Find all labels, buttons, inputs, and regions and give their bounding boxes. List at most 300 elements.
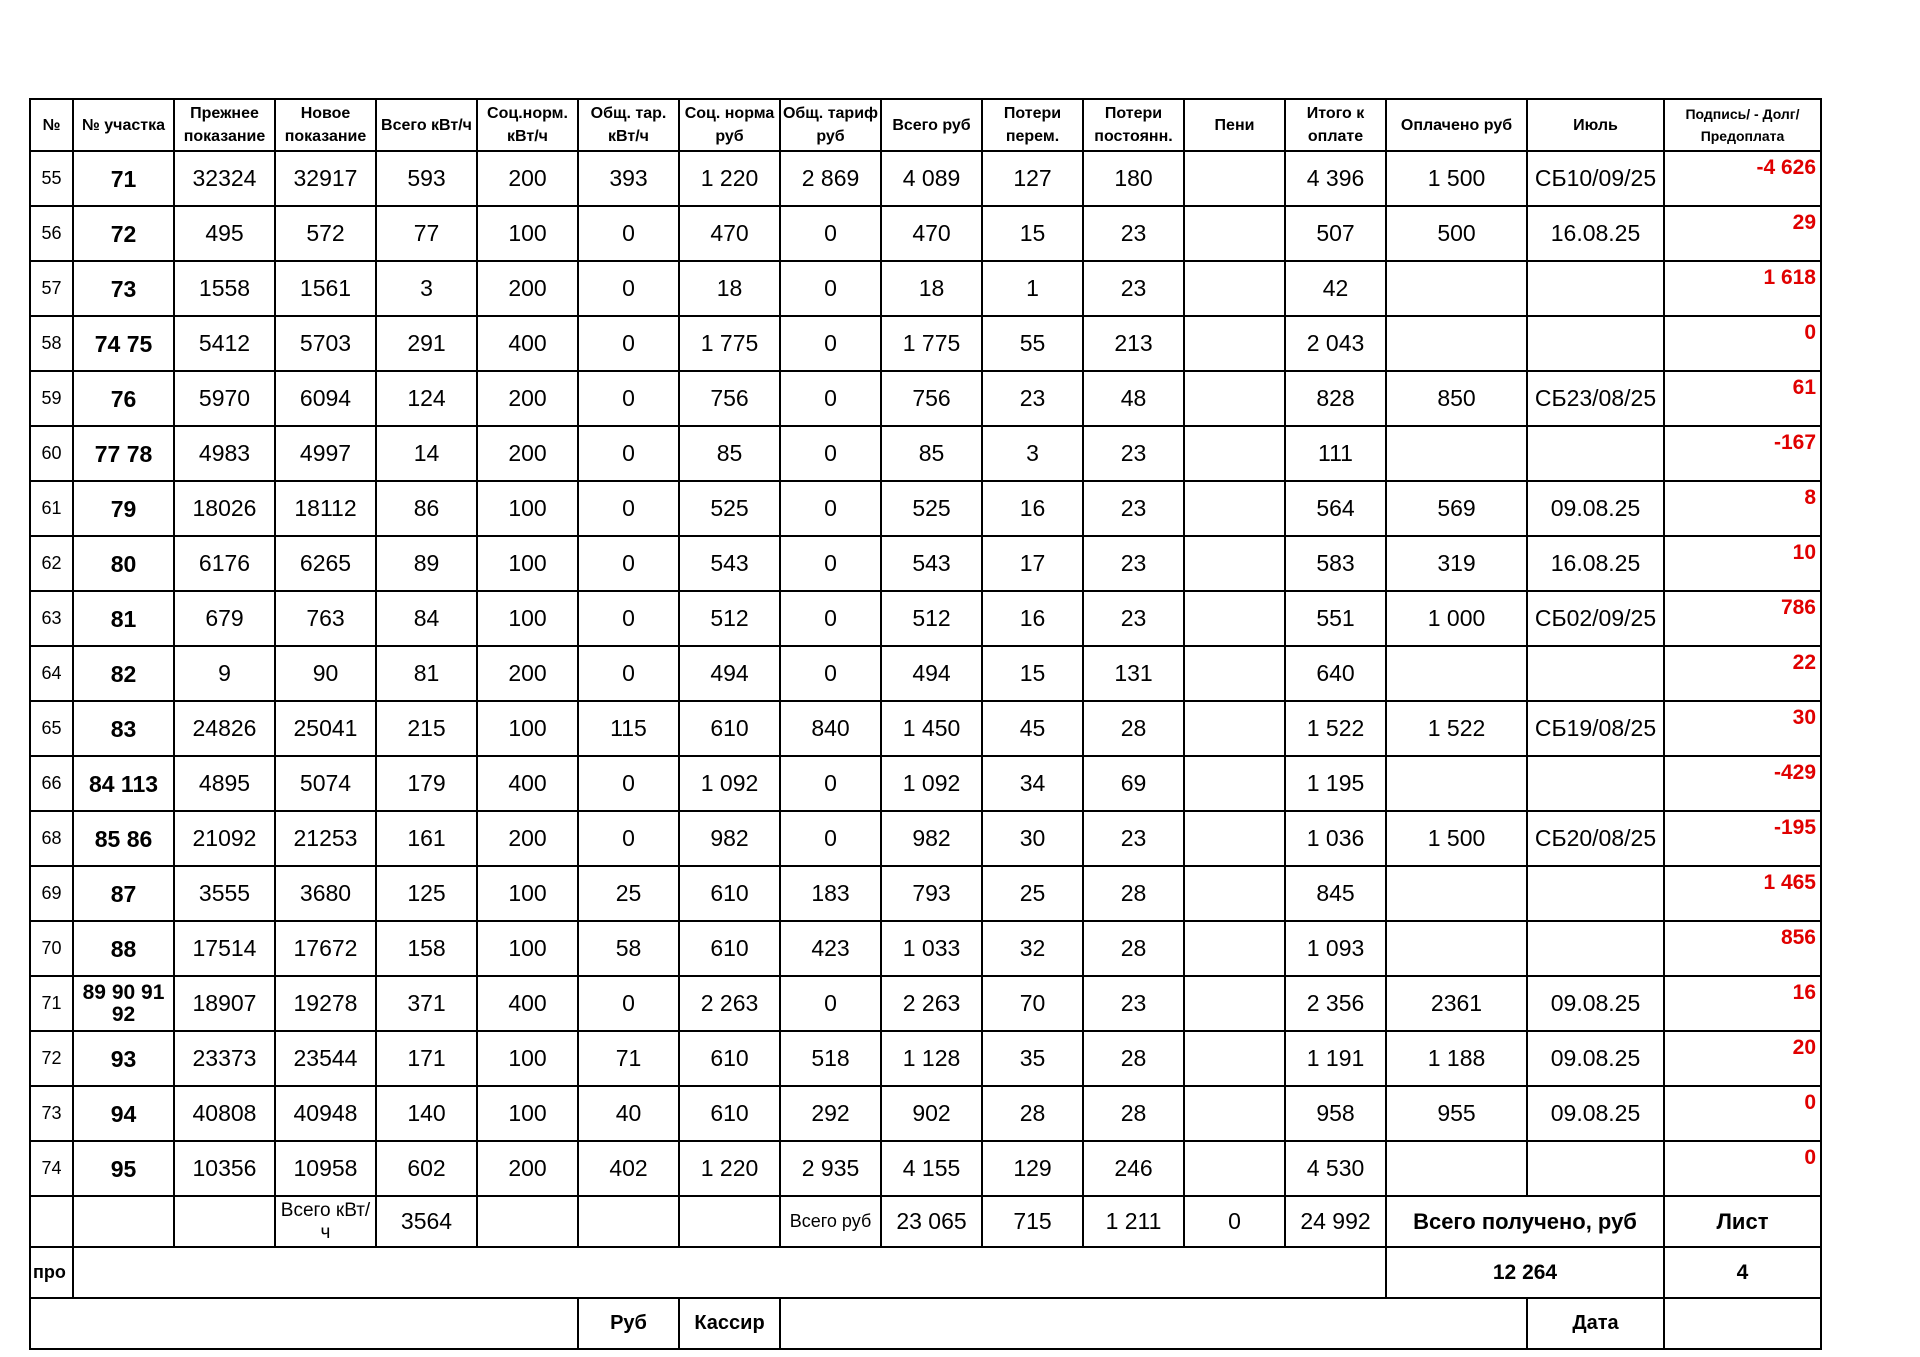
totals-empty-3 [174, 1196, 275, 1247]
cell-payment-date [1527, 261, 1664, 316]
cell-row-number: 63 [30, 591, 73, 646]
cell-penalty [1184, 536, 1285, 591]
cell-new-reading: 572 [275, 206, 376, 261]
cell-prev-reading: 1558 [174, 261, 275, 316]
cell-common-tariff-rub: 0 [780, 536, 881, 591]
table-row [30, 756, 1821, 811]
cell-common-tariff-kwh: 71 [578, 1031, 679, 1086]
cell-total-rub: 1 033 [881, 921, 982, 976]
cell-to-pay: 828 [1285, 371, 1386, 426]
cell-plot-number: 73 [73, 261, 174, 316]
cell-balance: -195 [1664, 811, 1821, 866]
cell-soc-norm-rub: 1 775 [679, 316, 780, 371]
table-row [30, 1031, 1821, 1086]
cell-to-pay: 4 396 [1285, 151, 1386, 206]
cell-total-rub: 1 450 [881, 701, 982, 756]
cell-to-pay: 4 530 [1285, 1141, 1386, 1196]
cell-soc-norm-kwh: 100 [477, 921, 578, 976]
cell-penalty [1184, 1031, 1285, 1086]
cell-plot-number: 87 [73, 866, 174, 921]
cell-prev-reading: 5412 [174, 316, 275, 371]
cell-balance: 61 [1664, 371, 1821, 426]
totals-empty-6 [679, 1196, 780, 1247]
header-plot: № участка [73, 99, 174, 151]
cell-payment-date: СБ23/08/25 [1527, 371, 1664, 426]
cell-to-pay: 1 195 [1285, 756, 1386, 811]
cell-loss-const: 23 [1083, 426, 1184, 481]
cell-payment-date [1527, 1141, 1664, 1196]
cell-soc-norm-kwh: 100 [477, 701, 578, 756]
cell-loss-var: 34 [982, 756, 1083, 811]
cell-total-rub: 756 [881, 371, 982, 426]
table-row [30, 261, 1821, 316]
cell-soc-norm-rub: 610 [679, 1086, 780, 1141]
cell-soc-norm-kwh: 200 [477, 811, 578, 866]
cell-loss-const: 131 [1083, 646, 1184, 701]
cell-penalty [1184, 921, 1285, 976]
cell-loss-var: 16 [982, 481, 1083, 536]
footer-row [30, 1298, 1821, 1349]
totals-loss-var: 715 [982, 1196, 1083, 1247]
cell-prev-reading: 32324 [174, 151, 275, 206]
totals-loss-const: 1 211 [1083, 1196, 1184, 1247]
totals-empty-1 [30, 1196, 73, 1247]
cell-balance: 0 [1664, 316, 1821, 371]
cell-new-reading: 763 [275, 591, 376, 646]
table-body [30, 151, 1821, 1196]
footer-empty-left [30, 1298, 578, 1349]
cell-prev-reading: 4983 [174, 426, 275, 481]
cell-row-number: 70 [30, 921, 73, 976]
cell-new-reading: 23544 [275, 1031, 376, 1086]
cell-paid-rub: 1 000 [1386, 591, 1527, 646]
cell-loss-var: 15 [982, 206, 1083, 261]
cell-plot-number: 80 [73, 536, 174, 591]
cell-paid-rub [1386, 316, 1527, 371]
cell-to-pay: 583 [1285, 536, 1386, 591]
cell-total-kwh: 161 [376, 811, 477, 866]
cell-total-kwh: 179 [376, 756, 477, 811]
cell-prev-reading: 3555 [174, 866, 275, 921]
cell-common-tariff-kwh: 0 [578, 536, 679, 591]
cell-common-tariff-rub: 0 [780, 811, 881, 866]
cell-penalty [1184, 976, 1285, 1031]
cell-to-pay: 2 043 [1285, 316, 1386, 371]
cell-plot-number: 79 [73, 481, 174, 536]
footer-date-label: Дата [1527, 1298, 1664, 1349]
cell-plot-number: 74 75 [73, 316, 174, 371]
cell-row-number: 74 [30, 1141, 73, 1196]
cell-row-number: 72 [30, 1031, 73, 1086]
table-row [30, 811, 1821, 866]
cell-to-pay: 551 [1285, 591, 1386, 646]
table-row [30, 481, 1821, 536]
cell-new-reading: 5703 [275, 316, 376, 371]
cell-payment-date: 09.08.25 [1527, 1031, 1664, 1086]
cell-plot-number: 76 [73, 371, 174, 426]
cell-penalty [1184, 371, 1285, 426]
cell-loss-const: 23 [1083, 976, 1184, 1031]
cell-soc-norm-rub: 525 [679, 481, 780, 536]
cell-common-tariff-kwh: 0 [578, 316, 679, 371]
cell-soc-norm-rub: 85 [679, 426, 780, 481]
cell-paid-rub: 1 522 [1386, 701, 1527, 756]
cell-common-tariff-kwh: 0 [578, 591, 679, 646]
cell-penalty [1184, 701, 1285, 756]
cell-loss-var: 23 [982, 371, 1083, 426]
cell-common-tariff-rub: 0 [780, 646, 881, 701]
cell-to-pay: 1 191 [1285, 1031, 1386, 1086]
cell-soc-norm-rub: 2 263 [679, 976, 780, 1031]
cell-to-pay: 1 036 [1285, 811, 1386, 866]
cell-loss-var: 35 [982, 1031, 1083, 1086]
cell-prev-reading: 9 [174, 646, 275, 701]
header-penalty: Пени [1184, 99, 1285, 151]
table-row [30, 151, 1821, 206]
cell-common-tariff-rub: 0 [780, 976, 881, 1031]
cell-loss-var: 17 [982, 536, 1083, 591]
cell-common-tariff-rub: 0 [780, 591, 881, 646]
cell-total-rub: 902 [881, 1086, 982, 1141]
cell-plot-number: 72 [73, 206, 174, 261]
cell-payment-date: 09.08.25 [1527, 1086, 1664, 1141]
cell-loss-const: 28 [1083, 1086, 1184, 1141]
cell-loss-const: 69 [1083, 756, 1184, 811]
cell-prev-reading: 6176 [174, 536, 275, 591]
cell-plot-number: 81 [73, 591, 174, 646]
header-loss-const: Потери постоянн. [1083, 99, 1184, 151]
cell-payment-date [1527, 426, 1664, 481]
cell-total-rub: 4 089 [881, 151, 982, 206]
cell-soc-norm-rub: 1 092 [679, 756, 780, 811]
header-common-tariff-kwh: Общ. тар. кВт/ч [578, 99, 679, 151]
cell-common-tariff-rub: 0 [780, 756, 881, 811]
cell-loss-const: 28 [1083, 921, 1184, 976]
footer-cashier-field [780, 1298, 1527, 1349]
cell-common-tariff-kwh: 0 [578, 261, 679, 316]
cell-balance: 0 [1664, 1086, 1821, 1141]
cell-common-tariff-kwh: 0 [578, 756, 679, 811]
cell-total-kwh: 593 [376, 151, 477, 206]
cell-prev-reading: 18026 [174, 481, 275, 536]
cell-total-kwh: 3 [376, 261, 477, 316]
cell-prev-reading: 21092 [174, 811, 275, 866]
cell-balance: 22 [1664, 646, 1821, 701]
cell-new-reading: 5074 [275, 756, 376, 811]
cell-paid-rub [1386, 261, 1527, 316]
footer-cashier-label: Кассир [679, 1298, 780, 1349]
cell-paid-rub: 500 [1386, 206, 1527, 261]
cell-prev-reading: 17514 [174, 921, 275, 976]
cell-new-reading: 19278 [275, 976, 376, 1031]
cell-paid-rub [1386, 426, 1527, 481]
cell-total-kwh: 81 [376, 646, 477, 701]
cell-plot-number: 83 [73, 701, 174, 756]
cell-penalty [1184, 756, 1285, 811]
cell-soc-norm-rub: 610 [679, 701, 780, 756]
cell-payment-date [1527, 646, 1664, 701]
totals-empty-2 [73, 1196, 174, 1247]
cell-common-tariff-rub: 518 [780, 1031, 881, 1086]
cell-loss-const: 28 [1083, 1031, 1184, 1086]
cell-to-pay: 1 522 [1285, 701, 1386, 756]
header-prev-reading: Прежнее показание [174, 99, 275, 151]
cell-total-rub: 4 155 [881, 1141, 982, 1196]
cell-total-kwh: 125 [376, 866, 477, 921]
cell-soc-norm-kwh: 100 [477, 1086, 578, 1141]
cell-paid-rub: 2361 [1386, 976, 1527, 1031]
cell-common-tariff-rub: 183 [780, 866, 881, 921]
cell-common-tariff-kwh: 393 [578, 151, 679, 206]
cell-paid-rub: 955 [1386, 1086, 1527, 1141]
cell-soc-norm-kwh: 100 [477, 1031, 578, 1086]
cell-row-number: 66 [30, 756, 73, 811]
cell-soc-norm-kwh: 200 [477, 646, 578, 701]
cell-soc-norm-kwh: 200 [477, 1141, 578, 1196]
cell-soc-norm-kwh: 100 [477, 481, 578, 536]
cell-loss-var: 3 [982, 426, 1083, 481]
totals-empty-4 [477, 1196, 578, 1247]
cell-row-number: 56 [30, 206, 73, 261]
cell-total-rub: 982 [881, 811, 982, 866]
header-soc-norm-rub: Соц. норма руб [679, 99, 780, 151]
cell-payment-date: 09.08.25 [1527, 976, 1664, 1031]
cell-total-kwh: 124 [376, 371, 477, 426]
cell-balance: -4 626 [1664, 151, 1821, 206]
cell-new-reading: 40948 [275, 1086, 376, 1141]
cell-soc-norm-rub: 1 220 [679, 1141, 780, 1196]
cell-loss-const: 48 [1083, 371, 1184, 426]
cell-balance: 16 [1664, 976, 1821, 1031]
table-row [30, 921, 1821, 976]
table-row [30, 206, 1821, 261]
cell-common-tariff-rub: 292 [780, 1086, 881, 1141]
cell-common-tariff-rub: 0 [780, 481, 881, 536]
table-row [30, 976, 1821, 1031]
cell-loss-const: 23 [1083, 261, 1184, 316]
cell-loss-const: 23 [1083, 536, 1184, 591]
cell-common-tariff-rub: 840 [780, 701, 881, 756]
header-month: Июль [1527, 99, 1664, 151]
cell-new-reading: 18112 [275, 481, 376, 536]
cell-row-number: 68 [30, 811, 73, 866]
cell-to-pay: 564 [1285, 481, 1386, 536]
cell-paid-rub: 1 500 [1386, 811, 1527, 866]
cell-loss-const: 28 [1083, 701, 1184, 756]
cell-prev-reading: 4895 [174, 756, 275, 811]
cell-balance: 1 465 [1664, 866, 1821, 921]
cell-balance: 0 [1664, 1141, 1821, 1196]
cell-soc-norm-rub: 18 [679, 261, 780, 316]
cell-total-rub: 543 [881, 536, 982, 591]
header-no: № [30, 99, 73, 151]
cell-plot-number: 93 [73, 1031, 174, 1086]
cell-paid-rub: 1 500 [1386, 151, 1527, 206]
cell-loss-const: 23 [1083, 481, 1184, 536]
cell-total-rub: 512 [881, 591, 982, 646]
cell-new-reading: 90 [275, 646, 376, 701]
cell-loss-const: 213 [1083, 316, 1184, 371]
header-soc-norm-kwh: Соц.норм. кВт/ч [477, 99, 578, 151]
table-row [30, 1086, 1821, 1141]
table-row [30, 866, 1821, 921]
cell-balance: 786 [1664, 591, 1821, 646]
cell-penalty [1184, 426, 1285, 481]
cell-paid-rub: 1 188 [1386, 1031, 1527, 1086]
cell-total-kwh: 291 [376, 316, 477, 371]
cell-row-number: 57 [30, 261, 73, 316]
cell-row-number: 69 [30, 866, 73, 921]
cell-new-reading: 32917 [275, 151, 376, 206]
cell-soc-norm-rub: 756 [679, 371, 780, 426]
footer-date-field [1664, 1298, 1821, 1349]
cell-plot-number: 84 113 [73, 756, 174, 811]
cell-common-tariff-rub: 0 [780, 261, 881, 316]
cell-loss-var: 32 [982, 921, 1083, 976]
totals-rub-label: Всего руб [780, 1196, 881, 1247]
cell-payment-date: 16.08.25 [1527, 536, 1664, 591]
cell-total-kwh: 14 [376, 426, 477, 481]
cell-balance: 8 [1664, 481, 1821, 536]
table-row [30, 701, 1821, 756]
cell-to-pay: 2 356 [1285, 976, 1386, 1031]
cell-loss-var: 127 [982, 151, 1083, 206]
cell-plot-number: 89 90 91 92 [73, 976, 174, 1031]
cell-paid-rub [1386, 756, 1527, 811]
cell-to-pay: 1 093 [1285, 921, 1386, 976]
cell-plot-number: 71 [73, 151, 174, 206]
cell-loss-var: 45 [982, 701, 1083, 756]
header-total-kwh: Всего кВт/ч [376, 99, 477, 151]
cell-soc-norm-rub: 610 [679, 1031, 780, 1086]
cell-loss-var: 15 [982, 646, 1083, 701]
cell-soc-norm-kwh: 100 [477, 866, 578, 921]
cell-total-kwh: 84 [376, 591, 477, 646]
totals-row [30, 1196, 1821, 1247]
cell-soc-norm-kwh: 200 [477, 151, 578, 206]
cell-total-rub: 470 [881, 206, 982, 261]
cell-total-rub: 1 092 [881, 756, 982, 811]
table-row [30, 426, 1821, 481]
cell-row-number: 73 [30, 1086, 73, 1141]
cell-new-reading: 17672 [275, 921, 376, 976]
cell-balance: -167 [1664, 426, 1821, 481]
cell-common-tariff-kwh: 0 [578, 481, 679, 536]
cell-row-number: 55 [30, 151, 73, 206]
cell-paid-rub: 850 [1386, 371, 1527, 426]
cell-loss-const: 23 [1083, 811, 1184, 866]
cell-row-number: 64 [30, 646, 73, 701]
cell-total-rub: 525 [881, 481, 982, 536]
cell-new-reading: 10958 [275, 1141, 376, 1196]
cell-paid-rub [1386, 646, 1527, 701]
cell-soc-norm-kwh: 200 [477, 371, 578, 426]
cell-to-pay: 507 [1285, 206, 1386, 261]
cell-soc-norm-kwh: 100 [477, 591, 578, 646]
cell-soc-norm-kwh: 200 [477, 261, 578, 316]
cell-total-kwh: 77 [376, 206, 477, 261]
table-row [30, 536, 1821, 591]
header-signature-balance: Подпись/ - Долг/Предоплата [1664, 99, 1821, 151]
cell-total-kwh: 215 [376, 701, 477, 756]
cell-penalty [1184, 811, 1285, 866]
summary-received-amount: 12 264 [1386, 1247, 1664, 1298]
cell-prev-reading: 5970 [174, 371, 275, 426]
cell-total-kwh: 140 [376, 1086, 477, 1141]
cell-common-tariff-kwh: 402 [578, 1141, 679, 1196]
cell-common-tariff-rub: 2 935 [780, 1141, 881, 1196]
cell-prev-reading: 24826 [174, 701, 275, 756]
cell-payment-date [1527, 921, 1664, 976]
totals-to-pay: 24 992 [1285, 1196, 1386, 1247]
cell-penalty [1184, 1086, 1285, 1141]
cell-balance: 20 [1664, 1031, 1821, 1086]
totals-received-label: Всего получено, руб [1386, 1196, 1664, 1247]
cell-loss-var: 55 [982, 316, 1083, 371]
totals-empty-5 [578, 1196, 679, 1247]
cell-soc-norm-rub: 610 [679, 921, 780, 976]
cell-common-tariff-kwh: 115 [578, 701, 679, 756]
cell-row-number: 71 [30, 976, 73, 1031]
cell-new-reading: 6265 [275, 536, 376, 591]
cell-row-number: 62 [30, 536, 73, 591]
cell-loss-var: 129 [982, 1141, 1083, 1196]
cell-common-tariff-rub: 2 869 [780, 151, 881, 206]
cell-total-kwh: 158 [376, 921, 477, 976]
cell-penalty [1184, 481, 1285, 536]
cell-common-tariff-kwh: 25 [578, 866, 679, 921]
cell-payment-date: 16.08.25 [1527, 206, 1664, 261]
cell-new-reading: 4997 [275, 426, 376, 481]
cell-penalty [1184, 866, 1285, 921]
cell-row-number: 58 [30, 316, 73, 371]
cell-soc-norm-kwh: 100 [477, 536, 578, 591]
totals-penalty: 0 [1184, 1196, 1285, 1247]
cell-to-pay: 845 [1285, 866, 1386, 921]
cell-soc-norm-rub: 512 [679, 591, 780, 646]
cell-total-rub: 85 [881, 426, 982, 481]
cell-soc-norm-kwh: 400 [477, 756, 578, 811]
cell-paid-rub [1386, 1141, 1527, 1196]
cell-loss-var: 28 [982, 1086, 1083, 1141]
cell-total-kwh: 89 [376, 536, 477, 591]
cell-loss-const: 23 [1083, 591, 1184, 646]
cell-plot-number: 82 [73, 646, 174, 701]
header-common-tariff-rub: Общ. тариф руб [780, 99, 881, 151]
cell-loss-const: 246 [1083, 1141, 1184, 1196]
cell-balance: 1 618 [1664, 261, 1821, 316]
cell-new-reading: 1561 [275, 261, 376, 316]
cell-payment-date: СБ20/08/25 [1527, 811, 1664, 866]
cell-prev-reading: 40808 [174, 1086, 275, 1141]
header-row [30, 99, 1821, 151]
cell-row-number: 61 [30, 481, 73, 536]
cell-common-tariff-rub: 0 [780, 316, 881, 371]
cell-prev-reading: 495 [174, 206, 275, 261]
cell-penalty [1184, 316, 1285, 371]
cell-to-pay: 640 [1285, 646, 1386, 701]
cell-common-tariff-kwh: 0 [578, 206, 679, 261]
summary-sheet-number: 4 [1664, 1247, 1821, 1298]
cell-common-tariff-rub: 0 [780, 426, 881, 481]
cell-common-tariff-rub: 423 [780, 921, 881, 976]
cell-common-tariff-kwh: 0 [578, 371, 679, 426]
cell-to-pay: 42 [1285, 261, 1386, 316]
totals-kwh: 3564 [376, 1196, 477, 1247]
cell-penalty [1184, 206, 1285, 261]
cell-soc-norm-kwh: 400 [477, 976, 578, 1031]
cell-soc-norm-rub: 470 [679, 206, 780, 261]
